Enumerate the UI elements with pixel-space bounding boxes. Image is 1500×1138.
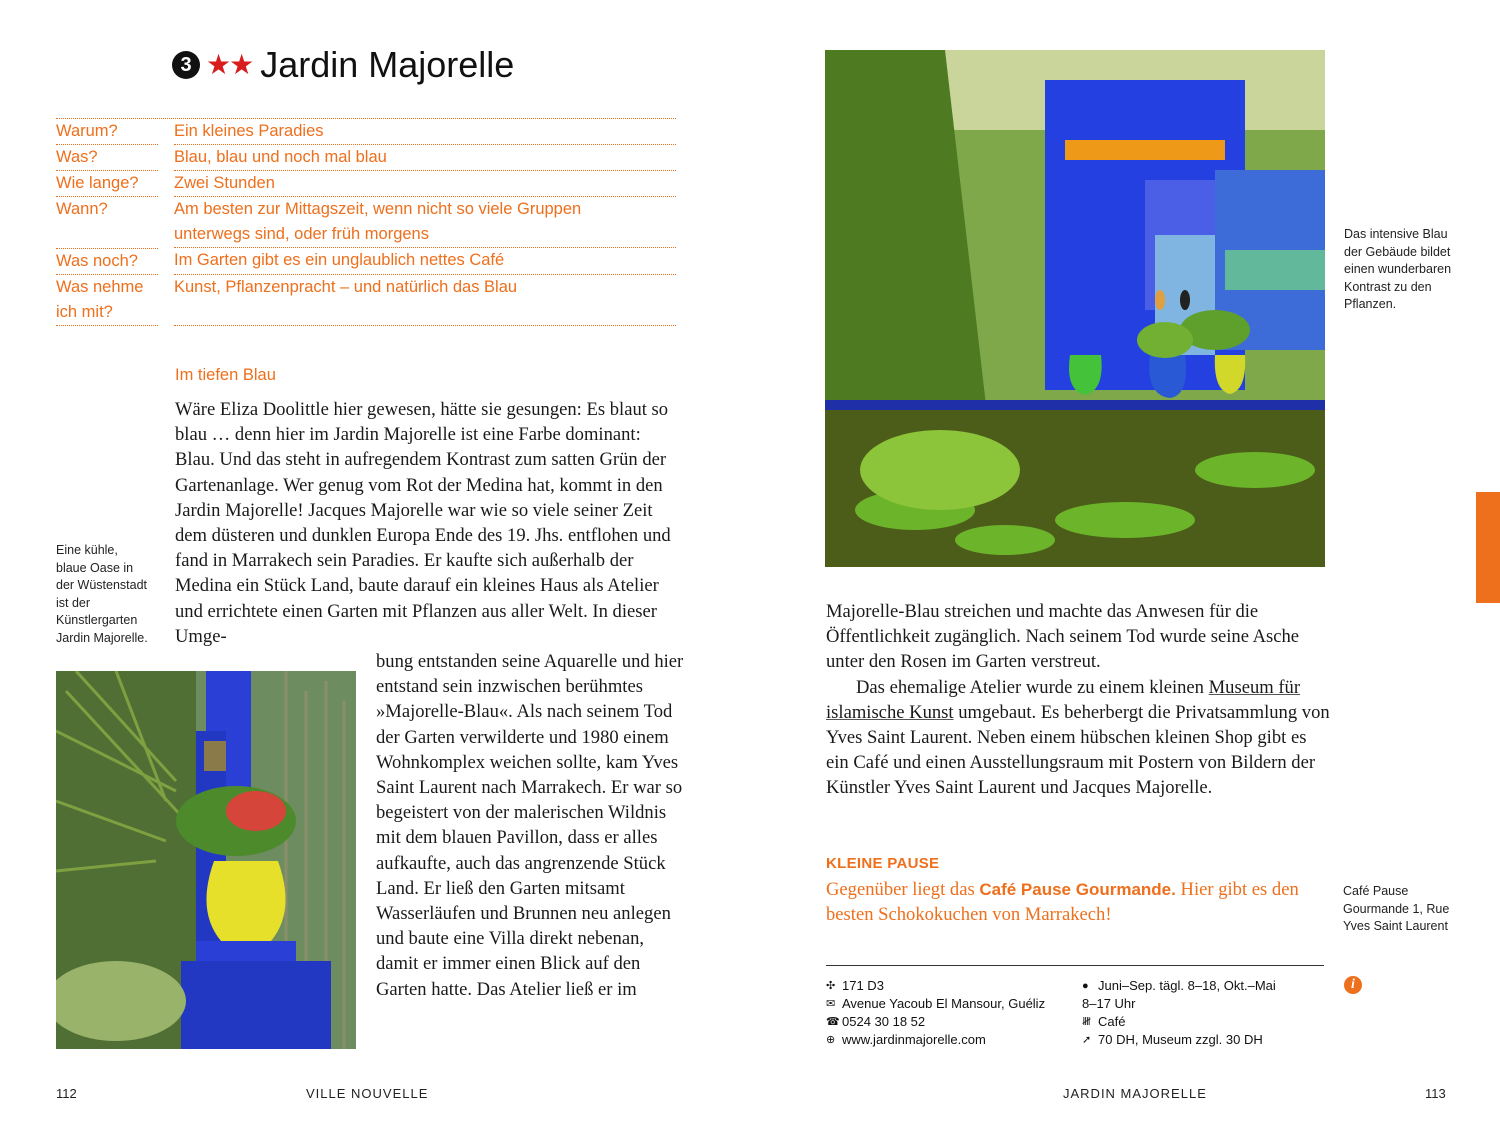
- fact-question: Warum?: [56, 119, 158, 145]
- running-head-left: VILLE NOUVELLE: [306, 1086, 429, 1101]
- info-cafe-text: Café: [1098, 1014, 1126, 1029]
- fact-row: [56, 197, 676, 248]
- info-address: [826, 995, 1076, 1013]
- fact-question-line2: ich mit?: [56, 303, 113, 321]
- fact-question: Wann?: [56, 200, 108, 218]
- pause-cafe-name: Café Pause Gourmande.: [979, 880, 1176, 899]
- info-web: [826, 1031, 1076, 1049]
- cutlery-icon: 𝍸: [1082, 1016, 1091, 1028]
- body-paragraph-right-2: [826, 675, 1331, 801]
- fact-question-wrap: [56, 197, 158, 247]
- info-hours-text: Juni–Sep. tägl. 8–18, Okt.–Mai: [1098, 978, 1276, 993]
- pause-text: [826, 877, 1326, 927]
- garden-photo-left: [56, 671, 356, 1049]
- rating-stars-icon: ★★: [206, 49, 253, 80]
- fact-question: Was noch?: [56, 248, 158, 275]
- page-number-left: 112: [56, 1086, 77, 1101]
- info-web-link[interactable]: www.jardinmajorelle.com: [842, 1032, 986, 1047]
- ticket-icon: ➚: [1082, 1034, 1092, 1046]
- info-cafe: [1082, 1013, 1322, 1031]
- fact-answer: Im Garten gibt es ein unglaublich nettes Café: [174, 248, 676, 275]
- info-hours: [1082, 977, 1322, 995]
- section-subhead: Im tiefen Blau: [175, 366, 276, 384]
- chapter-tab-marker: [1476, 492, 1500, 603]
- photo-caption-right: Das intensive Blau der Gebäude bildet einen wunderbaren Kontrast zu den Pflanzen.: [1344, 227, 1452, 311]
- info-icon: i: [1344, 976, 1362, 994]
- museum-link[interactable]: Museum für islamische Kunst: [826, 676, 1301, 723]
- garden-photo-left-illustration: [56, 671, 356, 1049]
- info-hours-line2: 8–17 Uhr: [1082, 996, 1136, 1011]
- fact-answer: Kunst, Pflanzenpracht – und natürlich das Blau: [174, 275, 676, 326]
- fact-row: [56, 275, 676, 326]
- clock-icon: ●: [1082, 980, 1089, 992]
- phone-icon: ☎: [826, 1016, 840, 1028]
- pause-text-a: Gegenüber liegt das: [826, 879, 980, 900]
- running-head-right: JARDIN MAJORELLE: [1063, 1086, 1207, 1101]
- garden-photo-right: [825, 50, 1325, 567]
- info-column-right: [1082, 977, 1322, 1049]
- fact-answer: Zwei Stunden: [174, 171, 676, 197]
- info-divider: [826, 965, 1324, 966]
- fact-answer: Am besten zur Mittagszeit, wenn nicht so viele Gruppen: [174, 200, 582, 218]
- page-number-right: 113: [1425, 1086, 1446, 1101]
- photo-caption-left: Eine kühle, blaue Oase in der Wüstenstadt ist der Künstlergarten Jardin Majorelle.: [56, 543, 148, 645]
- body-paragraph-right-2b: umgebaut. Es beherbergt die Privatsammlung von Yves Saint Laurent. Neben einem hübschen kleinen Shop gibt es ein Café und einen Ausstellungsraum mit Postern von Bildern der Künstler Yves Saint Laurent und Jacques Majorelle.: [826, 701, 1330, 799]
- fact-row: [56, 171, 676, 197]
- facts-table: [56, 118, 676, 326]
- envelope-icon: ✉: [826, 998, 836, 1010]
- map-anchor-icon: ✣: [826, 980, 836, 992]
- fact-row: [56, 145, 676, 171]
- body-paragraph-right: [826, 599, 1331, 801]
- sight-number-badge: 3: [172, 51, 200, 79]
- fact-question: Wie lange?: [56, 171, 158, 197]
- fact-answer-wrap: [174, 197, 676, 248]
- info-column-left: [826, 977, 1076, 1049]
- info-price: [1082, 1031, 1322, 1049]
- body-paragraph-narrow: bung entstanden seine Aquarelle und hier entstand sein inzwischen berühmtes »Majorelle-Blau«. Als nach seinem Tod der Garten verwilderte und 1980 einem Wohnkomplex weichen sollte, kam Yves Saint Laurent nach Marrakech. Er war so begeistert von der malerischen Wildnis mit dem blauen Pavillon, dass er alles aufkaufte, auch das angrenzende Stück Land. Er ließ den Garten mitsamt Wasserläufen und Brunnen neu anlegen und baute eine Villa direkt nebenan, damit er immer einen Blick auf den Garten hatte. Das Atelier ließ er im: [376, 651, 684, 1000]
- globe-icon: ⊕: [826, 1034, 836, 1046]
- fact-question: Was nehme: [56, 278, 144, 296]
- fact-answer: Ein kleines Paradies: [174, 119, 676, 145]
- fact-question-wrap: [56, 275, 158, 326]
- info-map-ref: [826, 977, 1076, 995]
- body-paragraph-right-1: Majorelle-Blau streichen und machte das Anwesen für die Öffentlichkeit zugänglich. Nach seinem Tod wurde seine Asche unter den Rosen im Garten verstreut.: [826, 601, 1300, 673]
- page-title: Jardin Majorelle: [260, 44, 515, 85]
- pause-text-b: Hier gibt es den besten Schokokuchen von Marrakech!: [826, 879, 1299, 926]
- fact-row: [56, 118, 676, 145]
- info-phone: [826, 1013, 1076, 1031]
- info-price-text: 70 DH, Museum zzgl. 30 DH: [1098, 1032, 1263, 1047]
- body-paragraph-top: Wäre Eliza Doolittle hier gewesen, hätte sie gesungen: Es blaut so blau … denn hier im Jardin Majorelle ist eine Farbe dominant: Blau. Und das steht in aufregendem Kontrast zum satten Grün der Gartenanlage. Wer genug vom Rot der Medina hat, kommt in den Jardin Majorelle! Jacques Majorelle war wie so viele seiner Zeit dem düsteren und dunklen Europa Ende des 19. Jhs. entflohen und fand in Marrakech sein Paradies. Er kaufte sich außerhalb der Medina ein Stück Land, baute darauf ein kleines Haus als Atelier und errichtete einen Garten mit Pflanzen aus aller Welt. In dieser Umge-: [175, 399, 671, 647]
- page-title-row: [172, 44, 514, 86]
- garden-photo-right-illustration: [825, 50, 1325, 567]
- fact-question: Was?: [56, 145, 158, 171]
- info-map-text: 171 D3: [842, 978, 884, 993]
- info-address-text: Avenue Yacoub El Mansour, Guéliz: [842, 996, 1046, 1011]
- cafe-address-caption: Café Pause Gourmande 1, Rue Yves Saint Laurent: [1343, 884, 1450, 933]
- fact-row: [56, 248, 676, 275]
- info-phone-text[interactable]: 0524 30 18 52: [842, 1014, 926, 1029]
- body-paragraph-right-2a: Das ehemalige Atelier wurde zu einem kleinen: [856, 676, 1209, 698]
- fact-answer-line2: unterwegs sind, oder früh morgens: [174, 225, 429, 243]
- fact-answer: Blau, blau und noch mal blau: [174, 145, 676, 171]
- pause-label: KLEINE PAUSE: [826, 855, 940, 872]
